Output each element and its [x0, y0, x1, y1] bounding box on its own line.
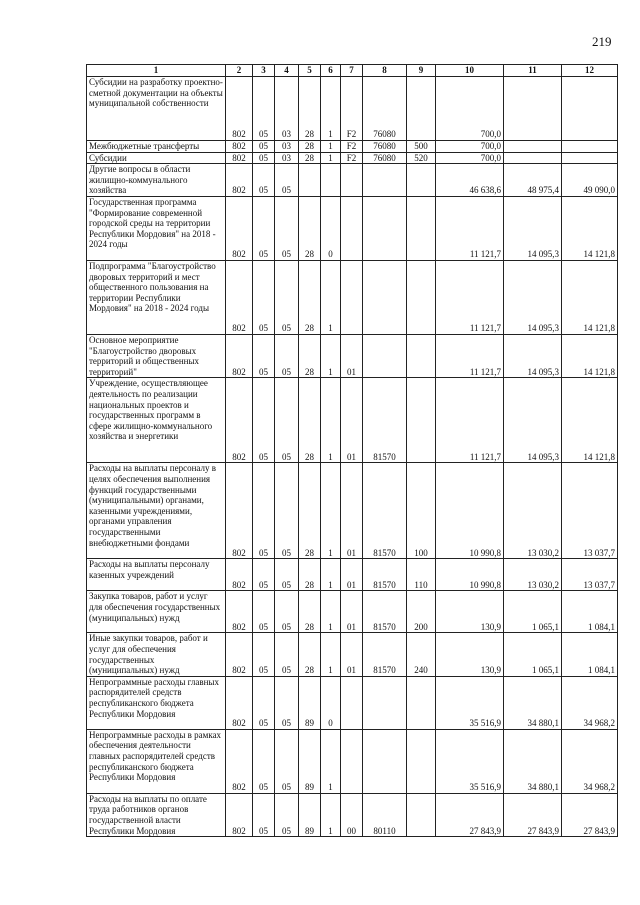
- table-row: [87, 141, 618, 153]
- amount-cell: 14 121,8: [562, 196, 618, 260]
- amount-cell: 14 121,8: [562, 260, 618, 334]
- code-cell: 01: [341, 378, 363, 463]
- code-cell: 81570: [363, 633, 407, 676]
- amount-cell: 13 037,7: [562, 559, 618, 591]
- code-cell: 802: [226, 141, 253, 153]
- column-header: 8: [363, 65, 407, 77]
- code-cell: F2: [341, 77, 363, 141]
- table-row: [87, 463, 618, 559]
- code-cell: 05: [275, 164, 299, 197]
- amount-cell: 27 843,9: [562, 793, 618, 836]
- code-cell: [363, 729, 407, 793]
- code-cell: 05: [275, 334, 299, 377]
- row-name-cell: [87, 793, 226, 836]
- code-cell: [363, 334, 407, 377]
- row-name: Закупка товаров, работ и услуг для обеспечения государственных (муниципальных) нужд: [89, 591, 221, 623]
- amount-cell: [504, 77, 562, 141]
- code-cell: 802: [226, 196, 253, 260]
- row-name-cell: [87, 463, 226, 559]
- code-cell: 802: [226, 152, 253, 164]
- code-cell: 1: [321, 152, 341, 164]
- column-header: 2: [226, 65, 253, 77]
- amount-cell: [504, 141, 562, 153]
- amount-cell: 46 638,6: [436, 164, 504, 197]
- amount-cell: 1 065,1: [504, 591, 562, 633]
- code-cell: 05: [253, 463, 275, 559]
- row-name: Иные закупки товаров, работ и услуг для обеспечения государственных (муниципальных) нужд: [89, 633, 208, 676]
- row-name-cell: [87, 164, 226, 197]
- code-cell: 81570: [363, 559, 407, 591]
- column-header: 7: [341, 65, 363, 77]
- code-cell: 1: [321, 793, 341, 836]
- row-name: Непрограммные расходы главных распорядителей средств республиканского бюджета Республики Мордовия: [89, 676, 219, 719]
- amount-cell: 34 968,2: [562, 676, 618, 729]
- code-cell: 89: [299, 793, 321, 836]
- code-cell: 05: [253, 164, 275, 197]
- column-header: 9: [407, 65, 436, 77]
- row-name: Расходы на выплаты персоналу в целях обеспечения выполнения функций государственными (муниципальными) органами, казенными учреждениями, органами управления государственными внебюджетными фондами: [89, 463, 216, 548]
- page-number: 219: [592, 34, 612, 49]
- code-cell: 05: [253, 77, 275, 141]
- amount-cell: 35 516,9: [436, 676, 504, 729]
- amount-cell: 700,0: [436, 152, 504, 164]
- code-cell: 05: [253, 378, 275, 463]
- code-cell: 802: [226, 463, 253, 559]
- amount-cell: 14 095,3: [504, 260, 562, 334]
- row-name-cell: [87, 77, 226, 141]
- code-cell: 28: [299, 591, 321, 633]
- code-cell: 802: [226, 260, 253, 334]
- code-cell: 05: [253, 152, 275, 164]
- row-name-cell: [87, 141, 226, 153]
- budget-table: [86, 64, 618, 837]
- code-cell: 81570: [363, 591, 407, 633]
- code-cell: 05: [253, 196, 275, 260]
- row-name-cell: [87, 334, 226, 377]
- code-cell: 76080: [363, 152, 407, 164]
- row-name-cell: [87, 729, 226, 793]
- amount-cell: 49 090,0: [562, 164, 618, 197]
- row-name-cell: [87, 591, 226, 633]
- code-cell: 01: [341, 633, 363, 676]
- row-name-cell: [87, 378, 226, 463]
- code-cell: 05: [253, 793, 275, 836]
- code-cell: 802: [226, 633, 253, 676]
- amount-cell: 700,0: [436, 77, 504, 141]
- row-name-cell: [87, 633, 226, 676]
- column-header: 4: [275, 65, 299, 77]
- code-cell: 01: [341, 559, 363, 591]
- code-cell: 05: [275, 559, 299, 591]
- amount-cell: 48 975,4: [504, 164, 562, 197]
- code-cell: 802: [226, 559, 253, 591]
- code-cell: 500: [407, 141, 436, 153]
- code-cell: 1: [321, 729, 341, 793]
- row-name: Межбюджетные трансферты: [89, 141, 200, 151]
- code-cell: 81570: [363, 378, 407, 463]
- code-cell: 28: [299, 378, 321, 463]
- code-cell: [407, 77, 436, 141]
- amount-cell: 11 121,7: [436, 260, 504, 334]
- amount-cell: 13 030,2: [504, 559, 562, 591]
- code-cell: [299, 164, 321, 197]
- code-cell: 80110: [363, 793, 407, 836]
- amount-cell: 1 065,1: [504, 633, 562, 676]
- amount-cell: 14 121,8: [562, 378, 618, 463]
- row-name-cell: [87, 260, 226, 334]
- code-cell: [407, 196, 436, 260]
- code-cell: 1: [321, 378, 341, 463]
- code-cell: 05: [275, 591, 299, 633]
- amount-cell: [504, 152, 562, 164]
- code-cell: 28: [299, 152, 321, 164]
- row-name: Учреждение, осуществляющее деятельность по реализации национальных проектов и государственных программ в сфере жилищно-коммунального хозяйства и энергетики: [89, 378, 213, 442]
- column-header: 11: [504, 65, 562, 77]
- code-cell: F2: [341, 141, 363, 153]
- amount-cell: 1 084,1: [562, 633, 618, 676]
- code-cell: [341, 676, 363, 729]
- code-cell: 28: [299, 260, 321, 334]
- amount-cell: 14 121,8: [562, 334, 618, 377]
- code-cell: 03: [275, 152, 299, 164]
- code-cell: 802: [226, 729, 253, 793]
- code-cell: 89: [299, 676, 321, 729]
- amount-cell: 14 095,3: [504, 334, 562, 377]
- column-header: 1: [87, 65, 226, 77]
- code-cell: 1: [321, 591, 341, 633]
- code-cell: 05: [253, 334, 275, 377]
- table-row: [87, 152, 618, 164]
- table-row: [87, 676, 618, 729]
- code-cell: 05: [275, 633, 299, 676]
- code-cell: 0: [321, 196, 341, 260]
- code-cell: 81570: [363, 463, 407, 559]
- code-cell: 802: [226, 334, 253, 377]
- code-cell: 802: [226, 591, 253, 633]
- table-row: [87, 559, 618, 591]
- column-header: 10: [436, 65, 504, 77]
- row-name: Государственная программа "Формирование современной городской среды на территории Республики Мордовия" на 2018 - 2024 годы: [89, 196, 216, 250]
- column-header: 3: [253, 65, 275, 77]
- code-cell: 05: [275, 793, 299, 836]
- amount-cell: 34 880,1: [504, 729, 562, 793]
- amount-cell: [562, 77, 618, 141]
- code-cell: 802: [226, 676, 253, 729]
- code-cell: 05: [253, 676, 275, 729]
- amount-cell: 10 990,8: [436, 559, 504, 591]
- code-cell: 1: [321, 559, 341, 591]
- table-header-row: [87, 65, 618, 77]
- code-cell: [407, 793, 436, 836]
- amount-cell: 700,0: [436, 141, 504, 153]
- amount-cell: 27 843,9: [436, 793, 504, 836]
- code-cell: F2: [341, 152, 363, 164]
- code-cell: [363, 260, 407, 334]
- code-cell: 05: [275, 463, 299, 559]
- row-name: Подпрограмма "Благоустройство дворовых территорий и мест общественного пользования на территории Республики Мордовия" на 2018 - 2024 годы: [89, 260, 216, 314]
- amount-cell: 130,9: [436, 591, 504, 633]
- code-cell: 28: [299, 334, 321, 377]
- amount-cell: 35 516,9: [436, 729, 504, 793]
- code-cell: 03: [275, 77, 299, 141]
- code-cell: 1: [321, 77, 341, 141]
- code-cell: 100: [407, 463, 436, 559]
- column-header: 12: [562, 65, 618, 77]
- row-name: Основное мероприятие "Благоустройство дворовых территорий и общественных территорий": [89, 334, 200, 377]
- amount-cell: 130,9: [436, 633, 504, 676]
- code-cell: 240: [407, 633, 436, 676]
- code-cell: 76080: [363, 77, 407, 141]
- amount-cell: 14 095,3: [504, 196, 562, 260]
- code-cell: 200: [407, 591, 436, 633]
- code-cell: 802: [226, 793, 253, 836]
- row-name: Расходы на выплаты по оплате труда работников органов государственной власти Республики Мордовия: [89, 793, 207, 836]
- code-cell: 01: [341, 334, 363, 377]
- code-cell: [341, 164, 363, 197]
- code-cell: 01: [341, 591, 363, 633]
- code-cell: 76080: [363, 141, 407, 153]
- code-cell: 01: [341, 463, 363, 559]
- code-cell: 05: [275, 260, 299, 334]
- code-cell: 05: [253, 141, 275, 153]
- code-cell: 28: [299, 196, 321, 260]
- table-row: [87, 260, 618, 334]
- amount-cell: 34 880,1: [504, 676, 562, 729]
- code-cell: 520: [407, 152, 436, 164]
- code-cell: 28: [299, 633, 321, 676]
- code-cell: 1: [321, 463, 341, 559]
- row-name-cell: [87, 559, 226, 591]
- code-cell: 28: [299, 141, 321, 153]
- code-cell: 05: [253, 591, 275, 633]
- code-cell: [341, 729, 363, 793]
- row-name-cell: [87, 676, 226, 729]
- row-name-cell: [87, 152, 226, 164]
- row-name: Субсидии на разработку проектно-сметной документации на объекты муниципальной собственности: [89, 77, 223, 109]
- code-cell: [341, 260, 363, 334]
- amount-cell: 10 990,8: [436, 463, 504, 559]
- amount-cell: 1 084,1: [562, 591, 618, 633]
- code-cell: 1: [321, 334, 341, 377]
- code-cell: 110: [407, 559, 436, 591]
- code-cell: [407, 676, 436, 729]
- code-cell: 05: [253, 559, 275, 591]
- amount-cell: 13 030,2: [504, 463, 562, 559]
- row-name-cell: [87, 196, 226, 260]
- amount-cell: 14 095,3: [504, 378, 562, 463]
- code-cell: 28: [299, 77, 321, 141]
- table-row: [87, 729, 618, 793]
- code-cell: [341, 196, 363, 260]
- code-cell: 1: [321, 141, 341, 153]
- row-name: Непрограммные расходы в рамках обеспечения деятельности главных распорядителей средств республиканского бюджета Республики Мордовия: [89, 729, 222, 783]
- row-name: Субсидии: [89, 152, 127, 163]
- amount-cell: 27 843,9: [504, 793, 562, 836]
- code-cell: [407, 260, 436, 334]
- code-cell: 1: [321, 260, 341, 334]
- code-cell: 802: [226, 77, 253, 141]
- table-row: [87, 334, 618, 377]
- code-cell: [363, 676, 407, 729]
- table-row: [87, 793, 618, 836]
- code-cell: [407, 729, 436, 793]
- table-row: [87, 164, 618, 197]
- amount-cell: 34 968,2: [562, 729, 618, 793]
- code-cell: 05: [275, 729, 299, 793]
- table-row: [87, 77, 618, 141]
- code-cell: 05: [253, 260, 275, 334]
- code-cell: 1: [321, 633, 341, 676]
- amount-cell: 11 121,7: [436, 378, 504, 463]
- row-name: Расходы на выплаты персоналу казенных учреждений: [89, 559, 210, 580]
- code-cell: 05: [253, 729, 275, 793]
- code-cell: 28: [299, 559, 321, 591]
- amount-cell: [562, 141, 618, 153]
- table-row: [87, 378, 618, 463]
- row-name: Другие вопросы в области жилищно-коммунального хозяйства: [89, 164, 191, 196]
- code-cell: 28: [299, 463, 321, 559]
- table-row: [87, 633, 618, 676]
- code-cell: 03: [275, 141, 299, 153]
- amount-cell: 11 121,7: [436, 334, 504, 377]
- amount-cell: 11 121,7: [436, 196, 504, 260]
- code-cell: [321, 164, 341, 197]
- code-cell: 00: [341, 793, 363, 836]
- code-cell: 05: [253, 633, 275, 676]
- code-cell: 89: [299, 729, 321, 793]
- table-row: [87, 196, 618, 260]
- column-header: 5: [299, 65, 321, 77]
- code-cell: [407, 164, 436, 197]
- code-cell: [407, 378, 436, 463]
- code-cell: [363, 164, 407, 197]
- amount-cell: 13 037,7: [562, 463, 618, 559]
- code-cell: 0: [321, 676, 341, 729]
- table-row: [87, 591, 618, 633]
- code-cell: 05: [275, 676, 299, 729]
- code-cell: 802: [226, 164, 253, 197]
- code-cell: [363, 196, 407, 260]
- code-cell: 802: [226, 378, 253, 463]
- amount-cell: [562, 152, 618, 164]
- code-cell: 05: [275, 196, 299, 260]
- column-header: 6: [321, 65, 341, 77]
- code-cell: 05: [275, 378, 299, 463]
- code-cell: [407, 334, 436, 377]
